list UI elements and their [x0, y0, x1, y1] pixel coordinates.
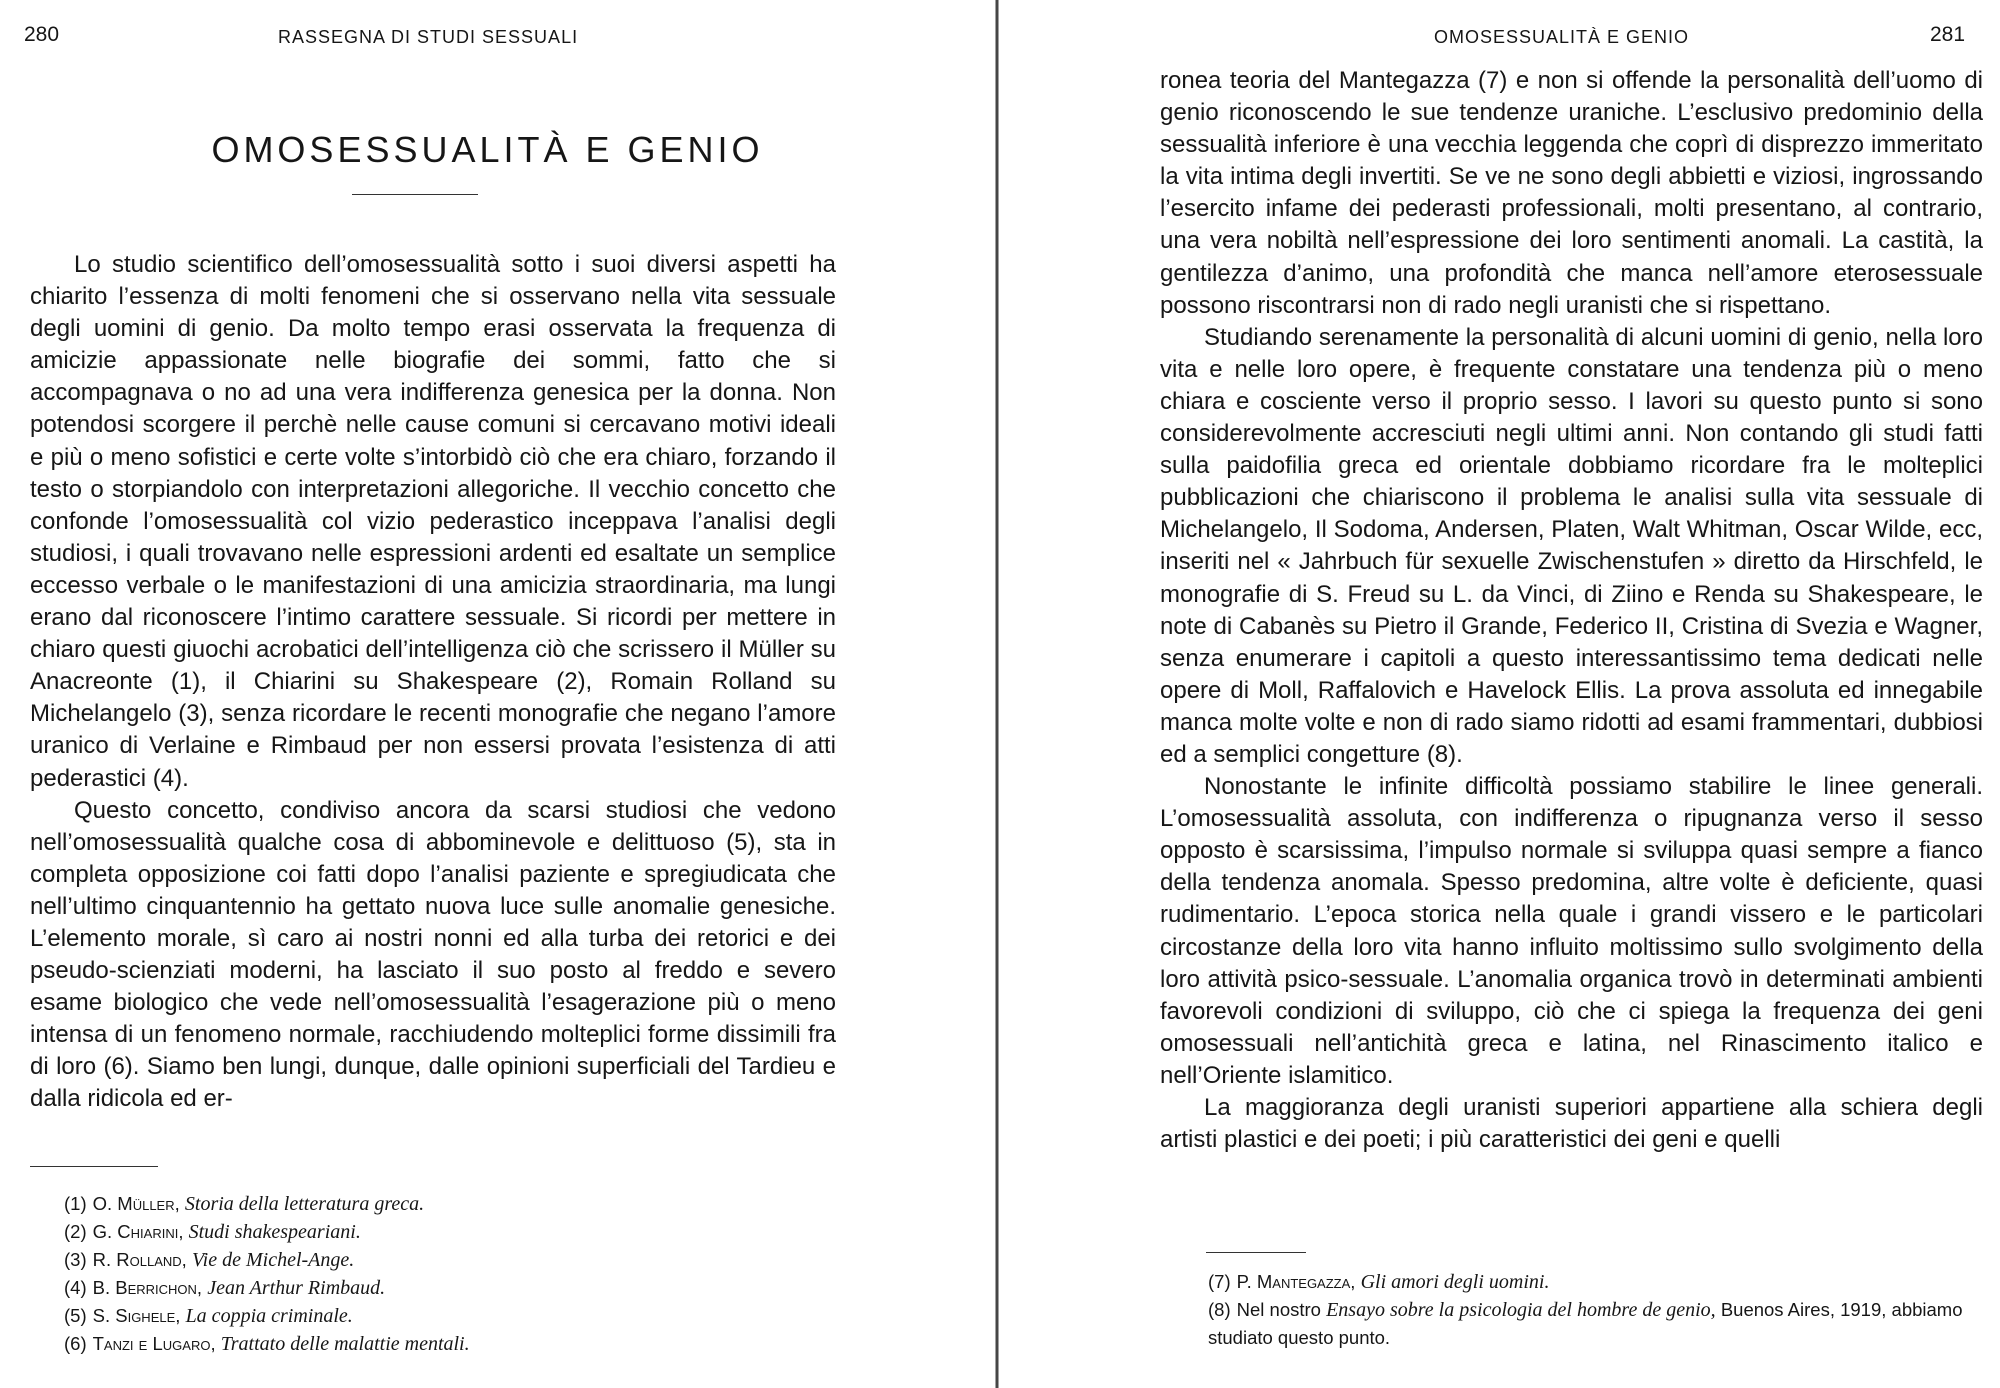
- running-head-right: OMOSESSUALITÀ E GENIO: [1434, 27, 1690, 47]
- footnote-author: O. Müller,: [92, 1193, 180, 1214]
- paragraph: Nonostante le infinite difficoltà possiamo stabilire le linee generali. L’omosessualità assoluta, con indifferenza o ripugnanza verso il sesso opposto è scarsissima, l’impulso normale si sviluppa quasi sempre a fianco della tendenza anomala. Spesso predomina, altre volte è deficiente, quasi rudimentario. L’epoca storica nella quale i grandi vissero e le particolari circostanze della loro vita hanno influito moltissimo sullo svolgimento della loro attività psico-sessuale. L’anomalia organica trovò in determinati ambienti favorevoli condizioni di sviluppo, ciò che ci spiega la frequenza dei geni omosessuali nell’antichità greca e latina, nel Rinascimento italico e nell’Oriente islamitico.: [1160, 773, 1983, 1089]
- footnote-number: (6): [64, 1333, 87, 1354]
- footnote-work: Trattato delle malattie mentali.: [220, 1333, 470, 1355]
- footnote-work: Vie de Michel-Ange.: [191, 1249, 355, 1271]
- footnote-work: La coppia criminale.: [185, 1305, 353, 1327]
- paragraph: La maggioranza degli uranisti superiori appartiene alla schiera degli artisti plastici e dei poeti; i più caratteristici dei geni e quelli: [1160, 1094, 1983, 1154]
- footnote-work: Studi shakespeariani.: [188, 1221, 361, 1243]
- page-number-right: 281: [1930, 23, 1966, 46]
- footnote-number: (4): [64, 1277, 87, 1298]
- footnote-author: Tanzi e Lugaro,: [92, 1333, 216, 1354]
- paragraph: Lo studio scientifico dell’omosessualità sotto i suoi diversi aspetti ha chiarito l’essenza di molti fenomeni che si osservano nella vita sessuale degli uomini di genio. Da molto tempo erasi osservata la frequenza di amicizie appassionate nelle biografie dei sommi, fatto che si accompagnava o no ad una vera indifferenza genesica per la donna. Non potendosi scorgere il perchè nelle cause comuni si cercavano motivi ideali e più o meno sofistici e certe volte s’intorbidò ciò che era chiaro, forzando il testo o storpiandolo con interpretazioni allegoriche. Il vecchio concetto che confonde l’omosessualità col vizio pederastico inceppava l’analisi degli studiosi, i quali trovavano nelle espressioni ardenti ed esaltate un semplice eccesso verbale o le manifestazioni di una amicizia straordinaria, ma lungi erano dal riconoscere l’intimo carattere sessuale. Si ricordi per mettere in chiaro questi giuochi acrobatici dell’intelligenza ciò che scrissero il Müller su Anacreonte (1), il Chiarini su Shakespeare (2), Romain Rolland su Michelangelo (3), senza ricordare le recenti monografie che negano l’amore uranico di Verlaine e Rimbaud per non essersi provata l’esistenza di atti pederastici (4).: [30, 251, 836, 792]
- footnote-item: [64, 1246, 470, 1274]
- footnote-number: (2): [64, 1221, 87, 1242]
- left-page: [0, 0, 975, 1388]
- footnote-author: R. Rolland,: [92, 1249, 187, 1270]
- footnote-author: S. Sighele,: [92, 1305, 181, 1326]
- running-head-left: RASSEGNA DI STUDI SESSUALI: [278, 27, 579, 47]
- footnote-number: (1): [64, 1193, 87, 1214]
- footnote-item: [64, 1274, 470, 1302]
- footnotes-right: [1208, 1268, 1998, 1352]
- right-page: [1010, 0, 2000, 1388]
- footnote-work: Gli amori degli uomini.: [1360, 1271, 1550, 1293]
- title-rule: [352, 194, 478, 195]
- footnote-author: P. Mantegazza,: [1236, 1271, 1356, 1292]
- right-body-text: [1160, 65, 1983, 1156]
- footnote-work: Jean Arthur Rimbaud.: [207, 1277, 386, 1299]
- footnote-rule: [30, 1166, 158, 1167]
- page-number-left: 280: [24, 23, 60, 46]
- footnote-lead: Nel nostro: [1236, 1299, 1321, 1320]
- footnote-number: (5): [64, 1305, 87, 1326]
- footnote-item: [64, 1218, 470, 1246]
- footnote-number: (8): [1208, 1299, 1231, 1320]
- paragraph: ronea teoria del Mantegazza (7) e non si offende la personalità dell’uomo di genio riconoscendo le sue tendenze uraniche. L’esclusivo predominio della sessualità inferiore è una vecchia leggenda che coprì di disprezzo immeritato la vita intima degli invertiti. Se ve ne sono degli abbietti e viziosi, ingrossando l’esercito infame dei pederasti professionali, molti presentano, al contrario, una vera nobiltà nell’espressione dei loro sentimenti anomali. La castità, la gentilezza d’animo, una profondità che manca nell’amore eterosessuale possono riscontrarsi non di rado negli uranisti che si rispettano.: [1160, 67, 1983, 319]
- footnote-continuation: Buenos Aires, 1919, abbiamo studiato questo punto.: [1208, 1299, 1963, 1348]
- footnote-item: [64, 1302, 470, 1330]
- footnote-item: [1208, 1296, 1998, 1352]
- footnote-author: B. Berrichon,: [92, 1277, 203, 1298]
- chapter-title: OMOSESSUALITÀ E GENIO: [211, 129, 764, 170]
- footnotes-left: [64, 1190, 470, 1358]
- footnote-author: G. Chiarini,: [92, 1221, 184, 1242]
- footnote-work: Ensayo sobre la psicologia del hombre de genio,: [1326, 1299, 1716, 1321]
- footnote-item: [1208, 1268, 1998, 1296]
- book-binding: [995, 0, 999, 1388]
- footnote-number: (3): [64, 1249, 87, 1270]
- footnote-number: (7): [1208, 1271, 1231, 1292]
- footnote-item: [64, 1190, 470, 1218]
- left-body-text: [30, 249, 836, 1116]
- paragraph: Studiando serenamente la personalità di alcuni uomini di genio, nella loro vita e nelle loro opere, è frequente constatare una tendenza più o meno chiara e cosciente verso il proprio sesso. I lavori su questo punto si sono considerevolmente accresciuti negli ultimi anni. Non contando gli studi fatti sulla paidofilia greca ed orientale dobbiamo ricordare fra le molteplici pubblicazioni che chiariscono il problema le analisi sulla vita sessuale di Michelangelo, Il Sodoma, Andersen, Platen, Walt Whitman, Oscar Wilde, ecc, inseriti nel « Jahrbuch für sexuelle Zwischenstufen » diretto da Hirschfeld, le monografie di S. Freud su L. da Vinci, di Ziino e Renda su Shakespeare, le note di Cabanès su Pietro il Grande, Federico II, Cristina di Svezia e Wagner, senza enumerare i capitoli a questo interessantissimo tema dedicati nelle opere di Moll, Raffalovich e Havelock Ellis. La prova assoluta ed innegabile manca molte volte e non di rado siamo ridotti ad esami frammentari, dubbiosi ed a semplici congetture (8).: [1160, 323, 1983, 768]
- paragraph: Questo concetto, condiviso ancora da scarsi studiosi che vedono nell’omosessualità qualche cosa di abbominevole e delittuoso (5), sta in completa opposizione coi fatti dopo l’analisi paziente e spregiudicata che nell’ultimo cinquantennio ha gettato nuova luce sulle anomalie genesiche. L’elemento morale, sì caro ai nostri nonni ed alla turba dei retorici e dei pseudo-scienziati moderni, ha lasciato il suo posto al freddo e severo esame biologico che vede nell’omosessualità l’esagerazione più o meno intensa di un fenomeno normale, racchiudendo molteplici forme dissimili fra di loro (6). Siamo ben lungi, dunque, dalle opinioni superficiali del Tardieu e dalla ridicola ed er-: [30, 796, 836, 1113]
- footnote-item: [64, 1330, 470, 1358]
- footnote-work: Storia della letteratura greca.: [184, 1193, 425, 1215]
- footnote-rule: [1206, 1252, 1306, 1253]
